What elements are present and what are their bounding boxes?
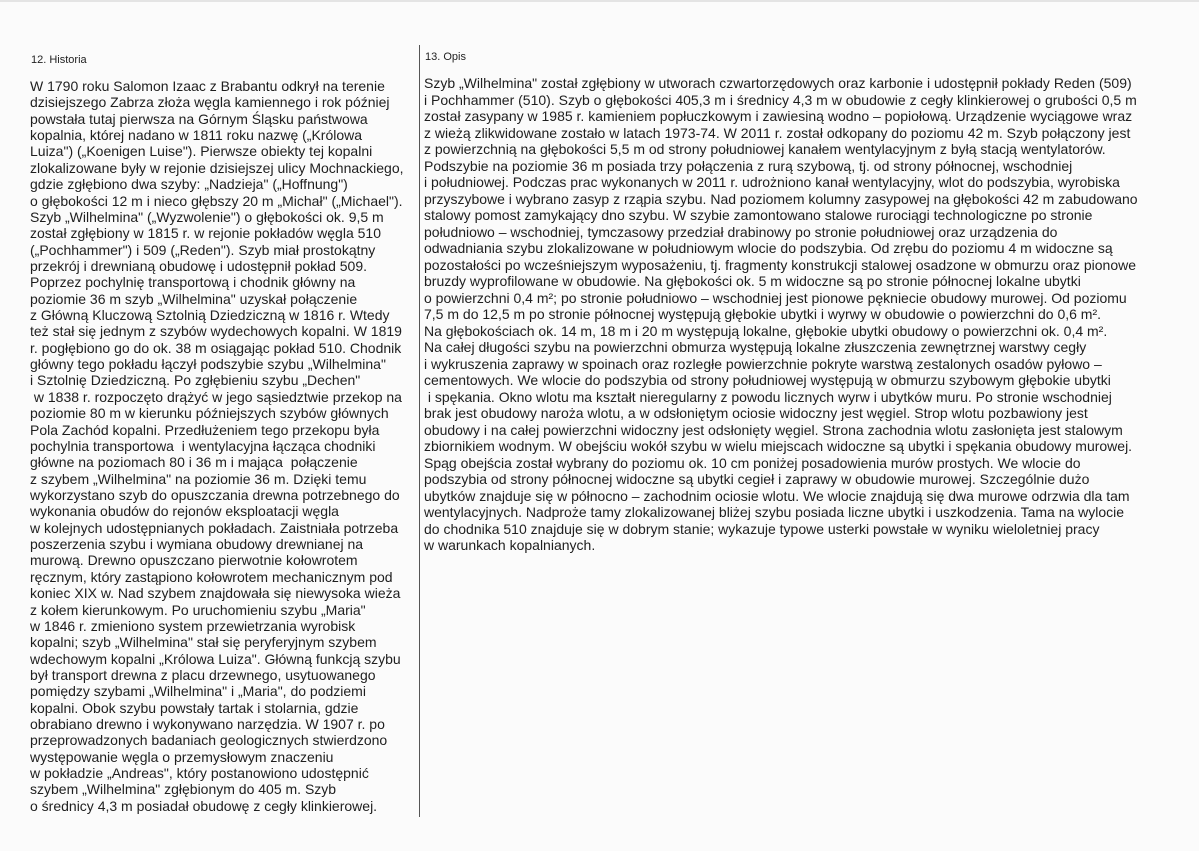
text-line: w 1846 r. zmieniono system przewietrzania wyrobisk	[30, 617, 356, 634]
text-line: został zasypany w 1985 r. kamieniem popłuczkowym i zawiesiną wodno – popiołową. Urządzenie wyciągowe wraz	[424, 108, 1133, 124]
text-line: poziomie 80 m w kierunku późniejszych szybów głównych	[30, 405, 389, 422]
text-line: koniec XIX w. Nad szybem znajdowała się niewysoka wieża	[30, 585, 401, 602]
text-line: o głębokości 12 m i nieco głębszy 20 m „Michał" („Michael").	[30, 192, 403, 209]
page-edge	[0, 0, 1199, 2]
text-line: przekrój i drewnianą obudowę i udostępnił pokład 509.	[30, 257, 367, 274]
text-line: kopalnia, której nadano w 1811 roku nazwę („Królowa	[30, 127, 363, 144]
text-line: bruzdy wyprofilowane w obudowie. Na głębokości ok. 5 m widoczne są po stronie północnej lokalne ubytki	[424, 273, 1081, 289]
text-line: Spąg obejścia został wybrany do poziomu ok. 10 cm poniżej posadowienia murów prostych. We wlocie do	[424, 454, 1081, 471]
text-line: wykonania obudów do rejonów eksploatacji węgla	[30, 503, 339, 520]
text-line: został zgłębiony w 1815 r. w rejonie pokładów węgla 510	[30, 225, 381, 242]
text-line: był transport drewna z placu drzewnego, usytuowanego	[30, 666, 376, 683]
text-line: ubytków znajduje się w północno – zachodnim ociosie wlotu. We wlocie znajdują się dwa murowe odrzwia dla tam	[424, 487, 1130, 504]
text-line: poziomie 36 m szyb „Wilhelmina" uzyskał połączenie	[30, 290, 358, 307]
description-heading: 13. Opis	[425, 51, 466, 63]
text-line: przeprowadzonych badaniach geologicznych stwierdzono	[30, 732, 388, 749]
text-line: brak jest obudowy naroża wlotu, a w odsłoniętym ociosie widoczny jest węgiel. Strop wlotu pozbawiony jest	[424, 405, 1088, 421]
text-line: szybem „Wilhelmina" zgłębionym do 405 m. Szyb	[30, 781, 337, 798]
text-line: kopalni; szyb „Wilhelmina" stał się peryferyjnym szybem	[30, 634, 377, 651]
text-line: główne na poziomach 80 i 36 m i mająca połączenie	[30, 454, 358, 471]
text-line: zlokalizowane były w rejonie dzisiejszej ulicy Mochnackiego,	[30, 159, 404, 176]
text-line: wentylacyjnych. Nadproże tamy zlokalizowanej bliżej szybu posiada liczne ubytki i uszkodzenia. Tama na wylocie	[424, 504, 1125, 520]
text-line: powstała tutaj pierwsza na Górnym Śląsku państwowa	[30, 110, 368, 127]
text-line: poszerzenia szybu i wymiana obudowy drewnianej na	[30, 536, 364, 553]
text-line: główny tego pokładu łączył podszybie szybu „Wilhelmina"	[30, 356, 386, 373]
text-line: przyszybowe i wybrano zasyp z rząpia szybu. Nad poziomem kolumny zasypowej na głębokości 42 m zabudowano	[424, 190, 1138, 207]
text-line: do chodnika 510 znajduje się w dobrym stanie; wykazuje typowe usterki powstałe w wyniku wieloletniej pracy	[424, 520, 1100, 537]
text-line: obudowy i na całej powierzchni widoczny jest odsłonięty węgiel. Strona zachodnia wlotu zasłonięta jest stalowym	[424, 421, 1123, 438]
text-line: podszybia od strony północnej widoczne są ubytki cegieł i zaprawy w obudowie murowej. Szczególnie dużo	[424, 471, 1090, 487]
text-line: pozostałości po wcześniejszym wyposażeniu, tj. fragmenty konstrukcji stalowej osadzone w obmurzu oraz pionowe	[424, 256, 1136, 273]
text-line: w kolejnych udostępnianych pokładach. Zaistniała potrzeba	[30, 519, 399, 536]
text-line: zbiornikiem wodnym. W obejściu wokół szybu w wielu miejscach widoczne są ubytki i spękania obudowy murowej.	[424, 438, 1133, 454]
text-line: o powierzchni 0,4 m²; po stronie południowo – wschodniej jest pionowe pękniecie obudowy murowej. Od poziomu	[424, 289, 1127, 306]
text-line: występowanie węgla o przemysłowym znaczeniu	[30, 748, 334, 765]
history-heading: 12. Historia	[31, 54, 87, 66]
text-line: w pokładzie „Andreas", który postanowiono udostępnić	[30, 765, 369, 782]
text-line: i wykruszenia zaprawy w spoinach oraz rozległe powierzchnie pokryte warstwą zestalonych osadów pyłowo –	[424, 355, 1102, 372]
text-line: gdzie zgłębiono dwa szyby: „Nadzieja" („Hoffnung")	[30, 176, 348, 193]
text-line: ręcznym, który zastąpiono kołowrotem mechanicznym pod	[30, 568, 393, 585]
text-line: murową. Drewno opuszczano pierwotnie kołowrotem	[30, 552, 358, 569]
text-line: o średnicy 4,3 m posiadał obudowę z cegły klinkierowej.	[30, 797, 378, 814]
text-line: w warunkach kopalnianych.	[424, 537, 596, 553]
text-line: z wieżą zlikwidowane zostało w latach 1973-74. W 2011 r. został odkopany do poziomu 42 m. Szyb połączony jest	[424, 124, 1131, 141]
text-line: pochylnia transportowa i wentylacyjna łącząca chodniki	[30, 437, 376, 454]
text-line: z powierzchnią na głębokości 5,5 m od strony południowej kanałem wentylacyjnym z byłą stacją wentylatorów.	[424, 141, 1106, 157]
text-line: pomiędzy szybami „Wilhelmina" i „Maria", do podziemi	[30, 683, 366, 700]
text-line: r. pogłębiono go do ok. 38 m osiągając pokład 510. Chodnik	[30, 339, 402, 356]
text-line: z szybem „Wilhelmina" na poziomie 36 m. Dzięki temu	[30, 470, 367, 487]
text-line: Poprzez pochylnię transportową i chodnik główny na	[30, 274, 356, 291]
text-line: W 1790 roku Salomon Izaac z Brabantu odkrył na terenie	[30, 78, 385, 94]
text-line: w 1838 r. rozpoczęto drążyć w jego sąsiedztwie przekop na	[30, 388, 402, 405]
text-line: dzisiejszego Zabrza złoża węgla kamiennego i rok później	[30, 94, 390, 111]
text-line: Szyb „Wilhelmina" został zgłębiony w utworach czwartorzędowych oraz karbonie i udostępnił pokłady Reden (509)	[424, 75, 1132, 91]
text-line: Luiza") („Koenigen Luise"). Pierwsze obiekty tej kopalni	[30, 143, 373, 160]
text-line: Pola Zachód kopalni. Przedłużeniem tego przekopu była	[30, 421, 380, 438]
text-line: 7,5 m do 12,5 m po stronie północnej występują głębokie ubytki i wyrwy w obudowie o powierzchni do 0,6 m².	[424, 306, 1102, 322]
text-line: i południowej. Podczas prac wykonanych w 2011 r. udrożniono kanał wentylacyjny, wlot do podszybia, wyrobiska	[424, 174, 1120, 190]
text-line: obrabiano drewno i wykonywano narzędzia. W 1907 r. po	[30, 716, 385, 733]
text-line: z Główną Kluczową Sztolnią Dziedziczną w 1816 r. Wtedy	[30, 307, 390, 324]
text-line: Szyb „Wilhelmina" („Wyzwolenie") o głębokości ok. 9,5 m	[30, 208, 384, 225]
text-line: odwadniania szybu zlokalizowane w południowym wlocie do podszybia. Od zrębu do poziomu 4 m widoczne są	[424, 240, 1113, 256]
text-line: i spękania. Okno wlotu ma kształt nieregularny z powodu licznych wyrw i ubytków muru. Po stronie wschodniej	[424, 388, 1112, 405]
text-line: kopalni. Obok szybu powstały tartak i stolarnia, gdzie	[30, 699, 359, 716]
column-divider	[419, 45, 420, 817]
text-line: Na całej długości szybu na powierzchni obmurza występują lokalne złuszczenia zewnętrznej warstwy cegły	[424, 339, 1087, 355]
text-line: i Sztolnię Dziedziczną. Po zgłębieniu szybu „Dechen"	[30, 372, 361, 389]
text-line: stalowy pomost zamykający dno szybu. W szybie zamontowano stalowe rurociągi technologiczne po stronie	[424, 207, 1093, 223]
text-line: i Pochhammer (510). Szyb o głębokości 405,3 m i średnicy 4,3 m w obudowie z cegły klinkierowej o grubości 0,5 m	[424, 91, 1137, 108]
text-line: też stał się jednym z szybów wydechowych kopalni. W 1819	[30, 323, 402, 340]
text-line: cementowych. We wlocie do podszybia od strony południowej występują w obmurzu szybowym głębokie ubytki	[424, 372, 1111, 388]
text-line: z kołem kierunkowym. Po uruchomieniu szybu „Maria"	[30, 601, 366, 618]
text-line: Na głębokościach ok. 14 m, 18 m i 20 m występują lokalne, głębokie ubytki obudowy o powierzchni ok. 0,4 m².	[424, 322, 1108, 339]
text-line: wdechowym kopalni „Królowa Luiza". Główną funkcją szybu	[30, 650, 401, 667]
history-text	[30, 78, 416, 814]
text-line: Podszybie na poziomie 36 m posiada trzy połączenia z rurą szybową, tj. od strony północnej, wschodniej	[424, 157, 1073, 174]
text-line: („Pochhammer") i 509 („Reden"). Szyb miał prostokątny	[30, 241, 376, 258]
text-line: wykorzystano szyb do opuszczania drewna potrzebnego do	[30, 486, 400, 503]
text-line: południowo – wschodniej, tymczasowy przedział drabinowy po stronie południowej oraz urządzenia do	[424, 223, 1058, 240]
description-text	[424, 75, 1189, 554]
